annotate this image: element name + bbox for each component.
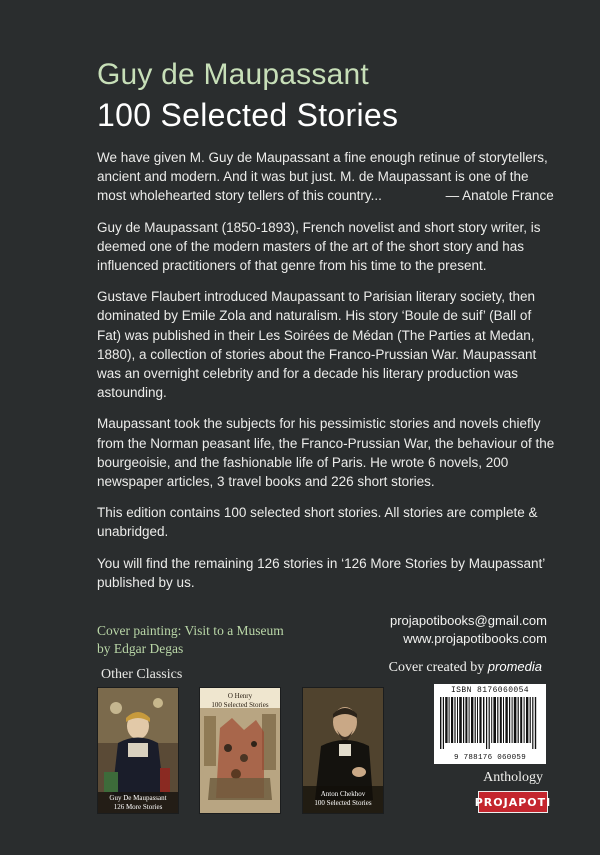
publisher-logo: PROJAPOTI — [478, 791, 548, 813]
book-thumbnail-chekhov[interactable] — [303, 688, 383, 813]
book-author-maupassant: Guy De Maupassant — [109, 794, 167, 802]
cover-painting-line-2: by Edgar Degas — [97, 641, 184, 656]
other-classics-heading: Other Classics — [101, 667, 183, 682]
contact-website[interactable]: www.projapotibooks.com — [403, 631, 547, 646]
promedia-logo: promedia — [487, 659, 542, 674]
book-thumbnail-ohenry[interactable] — [200, 688, 280, 813]
bio-paragraph: Guy de Maupassant (1850-1893), French novelist and short story writer, is deemed one of the modern masters of the art of the short story and has influenced practitioners of that genre from his time to the present. — [97, 219, 541, 274]
edition-paragraph: This edition contains 100 selected short stories. All stories are complete & unabridged. — [97, 505, 538, 540]
cover-painting-credit — [97, 622, 284, 658]
subjects-paragraph: Maupassant took the subjects for his pessimistic stories and novels chiefly from the Norman peasant life, the Franco-Prussian War, the behaviour of the bourgeoisie, and the fashionable life of Paris. He wrote 6 novels, 200 newspaper articles, 3 travel books and 226 short stories. — [97, 416, 555, 490]
quote-attribution: — Anatole France — [445, 188, 554, 204]
book-label-maupassant — [101, 794, 175, 811]
cover-credit-prefix: Cover created by — [388, 660, 488, 675]
book-title-maupassant: 126 More Stories — [113, 802, 163, 811]
isbn-barcode — [434, 684, 546, 764]
book-label-ohenry — [203, 692, 277, 709]
remaining-paragraph: You will find the remaining 126 stories in ‘126 More Stories by Maupassant’ published by us. — [97, 555, 545, 590]
book-author-ohenry: O Henry — [227, 692, 253, 700]
quote-paragraph — [97, 148, 557, 206]
cover-credit — [389, 659, 542, 676]
contact-email[interactable]: projapotibooks@gmail.com — [390, 613, 547, 628]
blurb — [97, 148, 557, 604]
category-label: Anthology — [483, 770, 543, 785]
history-paragraph: Gustave Flaubert introduced Maupassant to Parisian literary society, then dominated by Emile Zola and naturalism. His story ‘Boule de suif’ (Ball of Fat) was published in their Les Soirées de Médan (The Parties at Medan, 1880), a collection of stories about the Franco-Prussian War. Maupassant was an overnight celebrity and for a decade his literary production was astounding. — [97, 289, 537, 401]
quote-text: We have given M. Guy de Maupassant a fine enough retinue of storytellers, ancient and modern. And it was but just. M. de Maupassant is one of the most wholehearted story tellers of this country... — [97, 150, 548, 204]
contact-info — [390, 612, 547, 648]
cover-painting-line-1: Cover painting: Visit to a Museum — [97, 623, 284, 638]
book-thumbnail-maupassant[interactable] — [98, 688, 178, 813]
book-title-ohenry: 100 Selected Stories — [211, 700, 269, 709]
barcode-bars — [440, 697, 540, 749]
book-title-chekhov: 100 Selected Stories — [314, 798, 372, 807]
barcode-number: 9 788176 060059 — [453, 754, 526, 762]
book-title: 100 Selected Stories — [97, 97, 399, 133]
book-author-chekhov: Anton Chekhov — [320, 790, 366, 798]
book-label-chekhov — [306, 790, 380, 807]
author-name: Guy de Maupassant — [97, 58, 369, 91]
isbn-text: ISBN 8176060054 — [450, 686, 529, 695]
